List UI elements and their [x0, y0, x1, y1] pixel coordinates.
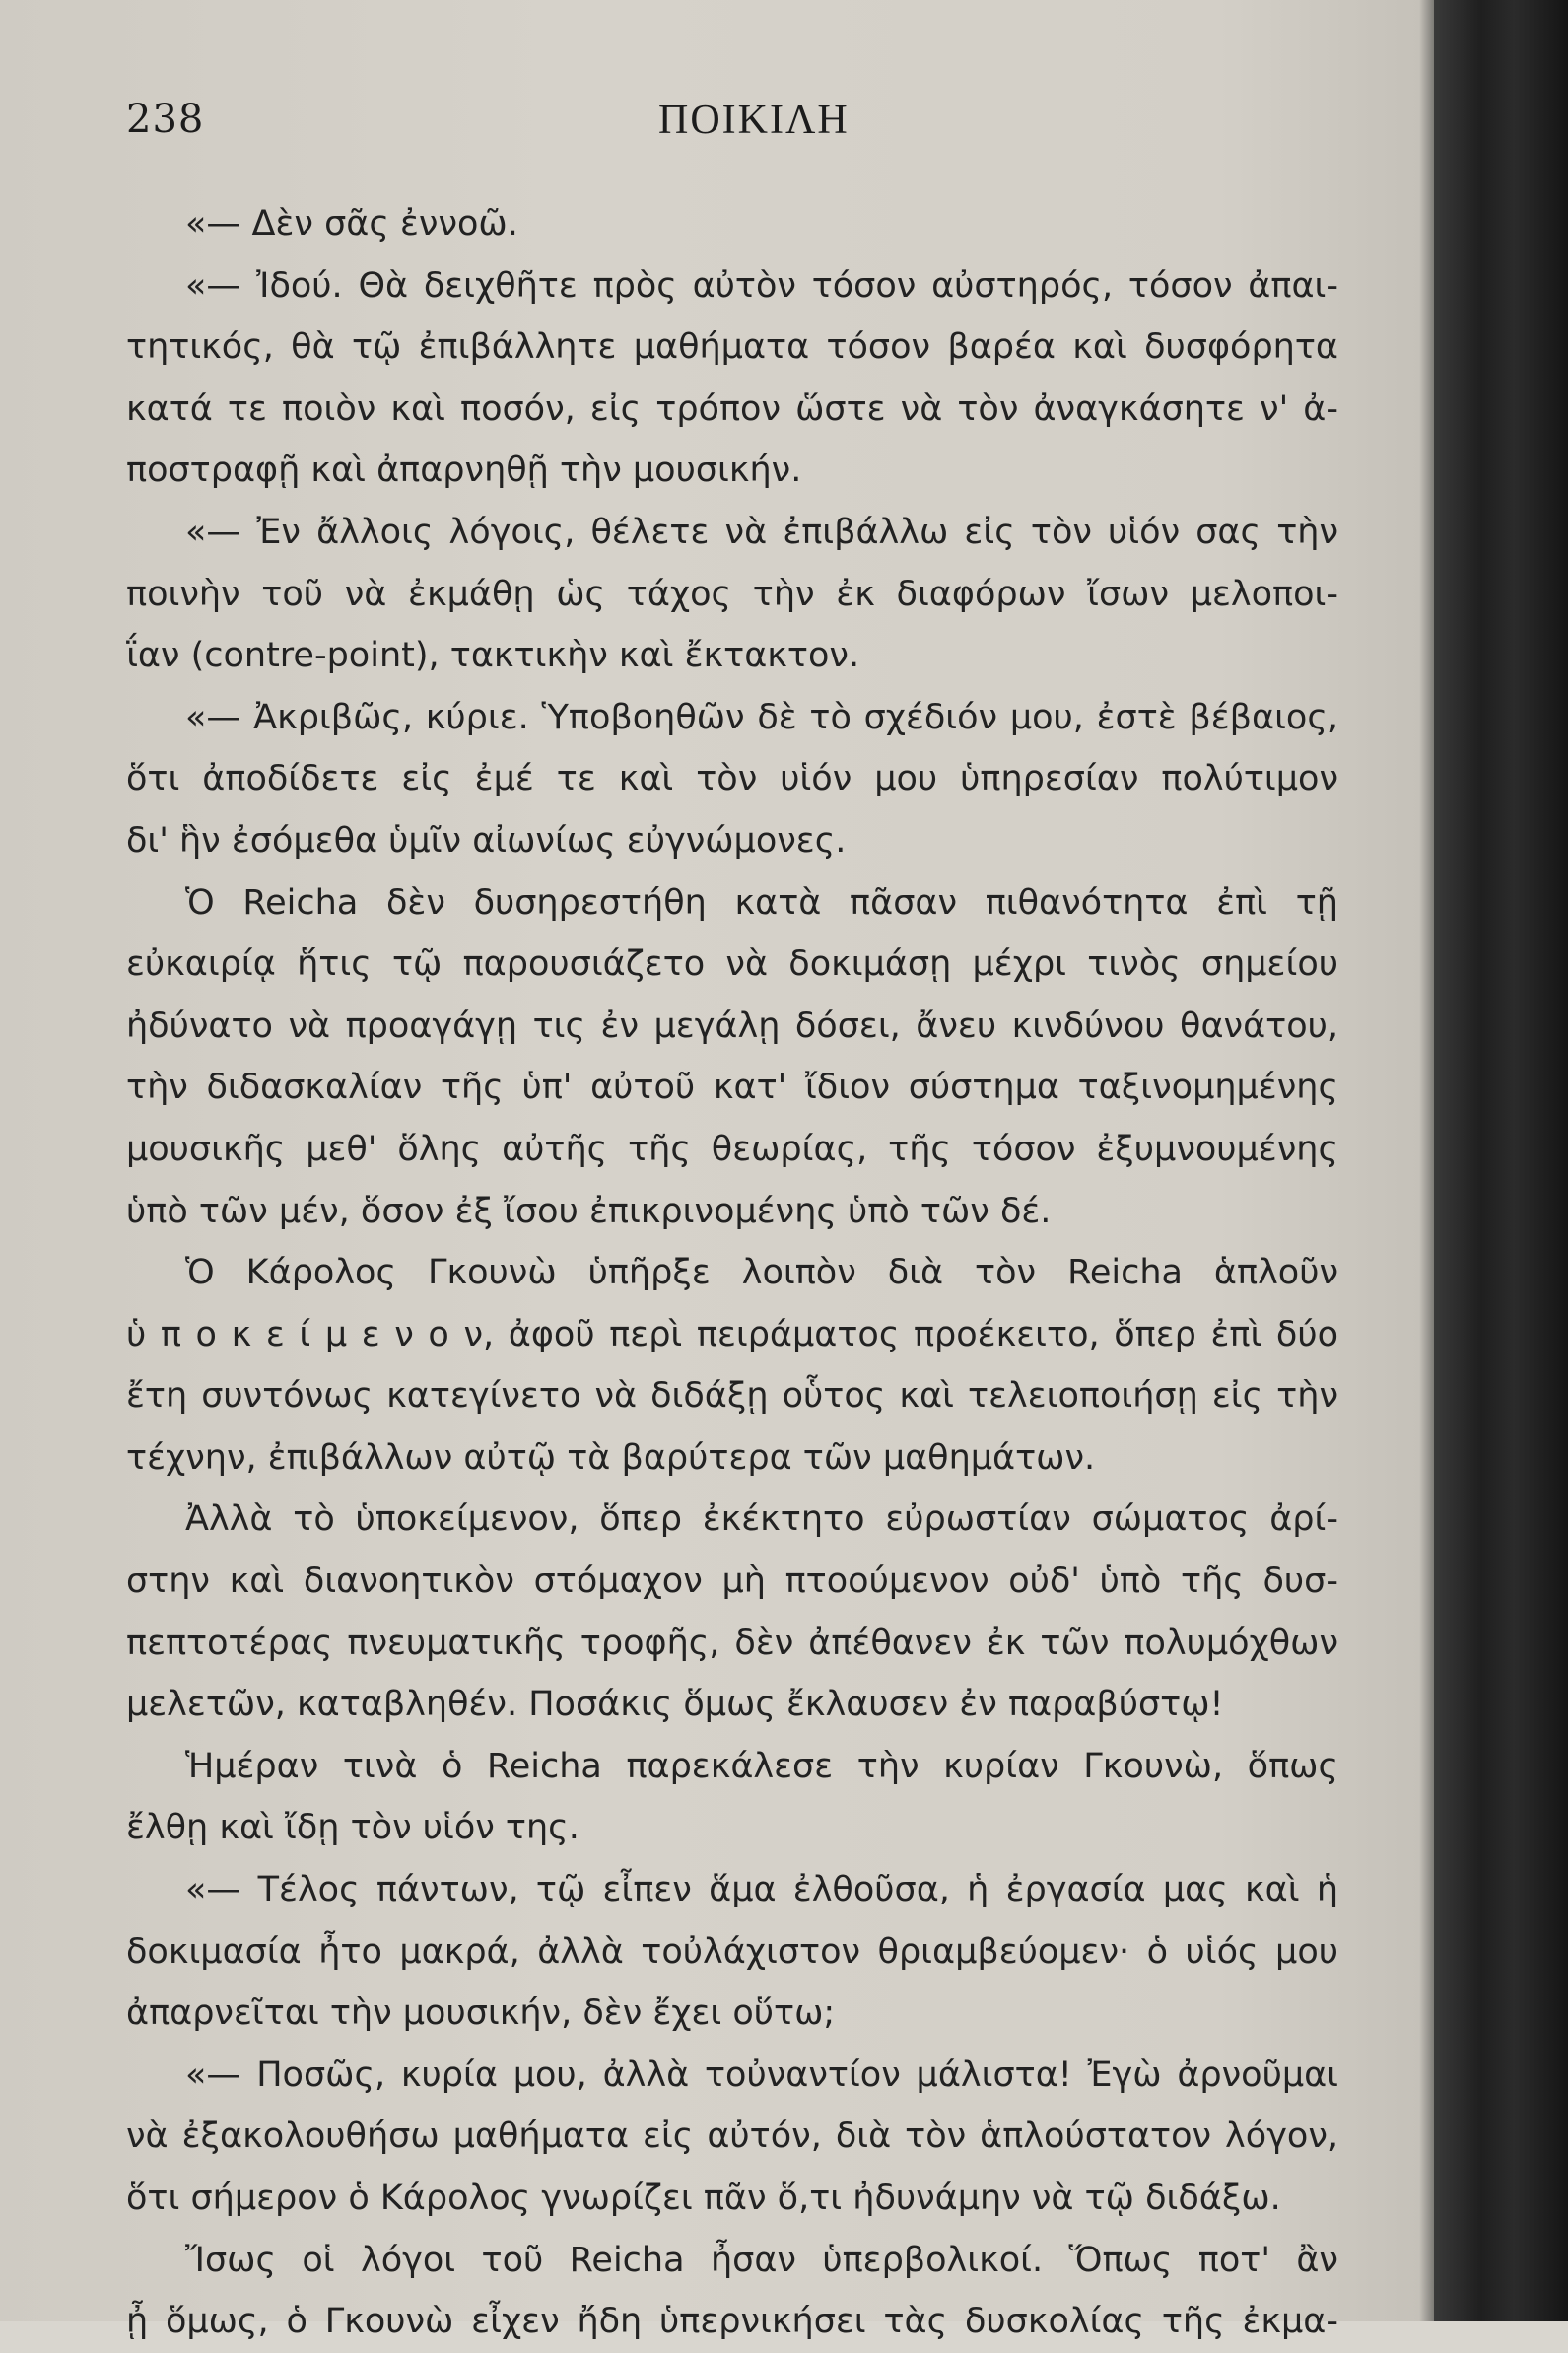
- text-line: πεπτοτέρας πνευματικῆς τροφῆς, δὲν ἀπέθανεν ἐκ τῶν πολυμόχθων: [126, 1623, 1338, 1663]
- text-line: ἔλθῃ καὶ ἴδῃ τὸν υἱόν της.: [126, 1808, 579, 1848]
- text-line: εὐκαιρίᾳ ἥτις τῷ παρουσιάζετο νὰ δοκιμάσῃ μέχρι τινὸς σημείου: [126, 944, 1338, 985]
- text-line: νὰ ἐξακολουθήσω μαθήματα εἰς αὐτόν, διὰ τὸν ἁπλούστατον λόγον,: [126, 2116, 1338, 2157]
- text-line: ὑπὸ τῶν μέν, ὅσον ἐξ ἴσου ἐπικρινομένης ὑπὸ τῶν δέ.: [126, 1191, 1052, 1231]
- text-line: ἔτη συντόνως κατεγίνετο νὰ διδάξῃ οὗτος καὶ τελειοποιήσῃ εἰς τὴν: [126, 1376, 1338, 1417]
- text-line: ἀπαρνεῖται τὴν μουσικήν, δὲν ἔχει οὕτω;: [126, 1993, 836, 2034]
- page-header: [126, 97, 1368, 156]
- running-head: ΠΟΙΚΙΛΗ: [658, 98, 850, 143]
- text-line: μουσικῆς μεθ' ὅλης αὐτῆς τῆς θεωρίας, τῆς τόσον ἐξυμνουμένης: [126, 1129, 1338, 1169]
- text-line: στην καὶ διανοητικὸν στόμαχον μὴ πτοούμενον οὐδ' ὑπὸ τῆς δυσ-: [126, 1561, 1338, 1602]
- text-line: Ἀλλὰ τὸ ὑποκείμενον, ὅπερ ἐκέκτητο εὐρωστίαν σώματος ἀρί-: [185, 1499, 1338, 1540]
- text-line: τὴν διδασκαλίαν τῆς ὑπ' αὐτοῦ κατ' ἴδιον σύστημα ταξινομημένης: [126, 1068, 1338, 1108]
- text-line: Ὁ Reicha δὲν δυσηρεστήθη κατὰ πᾶσαν πιθανότητα ἐπὶ τῇ: [185, 882, 1338, 923]
- text-line: κατά τε ποιὸν καὶ ποσόν, εἰς τρόπον ὥστε νὰ τὸν ἀναγκάσητε ν' ἀ-: [126, 388, 1338, 429]
- text-line: ποινὴν τοῦ νὰ ἐκμάθῃ ὡς τάχος τὴν ἐκ διαφόρων ἴσων μελοποι-: [126, 574, 1338, 614]
- text-line: «— Τέλος πάντων, τῷ εἶπεν ἅμα ἐλθοῦσα, ἡ ἐργασία μας καὶ ἡ: [185, 1870, 1338, 1910]
- page-number: 238: [126, 97, 205, 142]
- text-line: ὅτι σήμερον ὁ Κάρολος γνωρίζει πᾶν ὅ,τι ἠδυνάμην νὰ τῷ διδάξω.: [126, 2179, 1281, 2218]
- text-line: «— Ἐν ἄλλοις λόγοις, θέλετε νὰ ἐπιβάλλω εἰς τὸν υἱόν σας τὴν: [185, 512, 1338, 552]
- text-line: ποστραφῇ καὶ ἀπαρνηθῇ τὴν μουσικήν.: [126, 450, 802, 491]
- text-line: «— Ποσῶς, κυρία μου, ἀλλὰ τοὐναντίον μάλιστα! Ἐγὼ ἀρνοῦμαι: [185, 2054, 1338, 2095]
- text-line: Ἴσως οἱ λόγοι τοῦ Reicha ἦσαν ὑπερβολικοί. Ὅπως ποτ' ἂν: [185, 2240, 1338, 2280]
- text-line: μελετῶν, καταβληθέν. Ποσάκις ὅμως ἔκλαυσεν ἐν παραβύστῳ!: [126, 1685, 1224, 1725]
- text-line: ᾖ ὅμως, ὁ Γκουνὼ εἶχεν ἤδη ὑπερνικήσει τὰς δυσκολίας τῆς ἐκμα-: [126, 2302, 1338, 2342]
- text-line: ὑ π ο κ ε ί μ ε ν ο ν, ἀφοῦ περὶ πειράματος προέκειτο, ὅπερ ἐπὶ δύο: [126, 1314, 1338, 1354]
- text-line: δι' ἣν ἐσόμεθα ὑμῖν αἰωνίως εὐγνώμονες.: [126, 820, 847, 861]
- text-line: τητικός, θὰ τῷ ἐπιβάλλητε μαθήματα τόσον βαρέα καὶ δυσφόρητα: [126, 327, 1338, 368]
- text-line: «— Δὲν σᾶς ἐννοῶ.: [185, 204, 518, 243]
- text-line: ἠδύνατο νὰ προαγάγῃ τις ἐν μεγάλῃ δόσει, ἄνευ κινδύνου θανάτου,: [126, 1005, 1338, 1046]
- text-line: ὅτι ἀποδίδετε εἰς ἐμέ τε καὶ τὸν υἱόν μου ὑπηρεσίαν πολύτιμον: [126, 759, 1338, 799]
- text-line: «— Ἀκριβῶς, κύριε. Ὑποβοηθῶν δὲ τὸ σχέδιόν μου, ἐστὲ βέβαιος,: [185, 697, 1338, 737]
- text-line: ΐαν (contre-point), τακτικὴν καὶ ἔκτακτον.: [126, 636, 860, 676]
- book-binding: [1434, 0, 1568, 2321]
- body-text: [126, 193, 1338, 2353]
- text-line: «— Ἰδού. Θὰ δειχθῆτε πρὸς αὐτὸν τόσον αὐστηρός, τόσον ἀπαι-: [185, 265, 1338, 306]
- text-line: Ὁ Κάρολος Γκουνὼ ὑπῆρξε λοιπὸν διὰ τὸν Reicha ἁπλοῦν: [185, 1253, 1338, 1293]
- text-line: τέχνην, ἐπιβάλλων αὐτῷ τὰ βαρύτερα τῶν μαθημάτων.: [126, 1437, 1096, 1478]
- text-line: δοκιμασία ἦτο μακρά, ἀλλὰ τοὐλάχιστον θριαμβεύομεν· ὁ υἱός μου: [126, 1931, 1338, 1972]
- text-line: Ἡμέραν τινὰ ὁ Reicha παρεκάλεσε τὴν κυρίαν Γκουνὼ, ὅπως: [185, 1746, 1338, 1786]
